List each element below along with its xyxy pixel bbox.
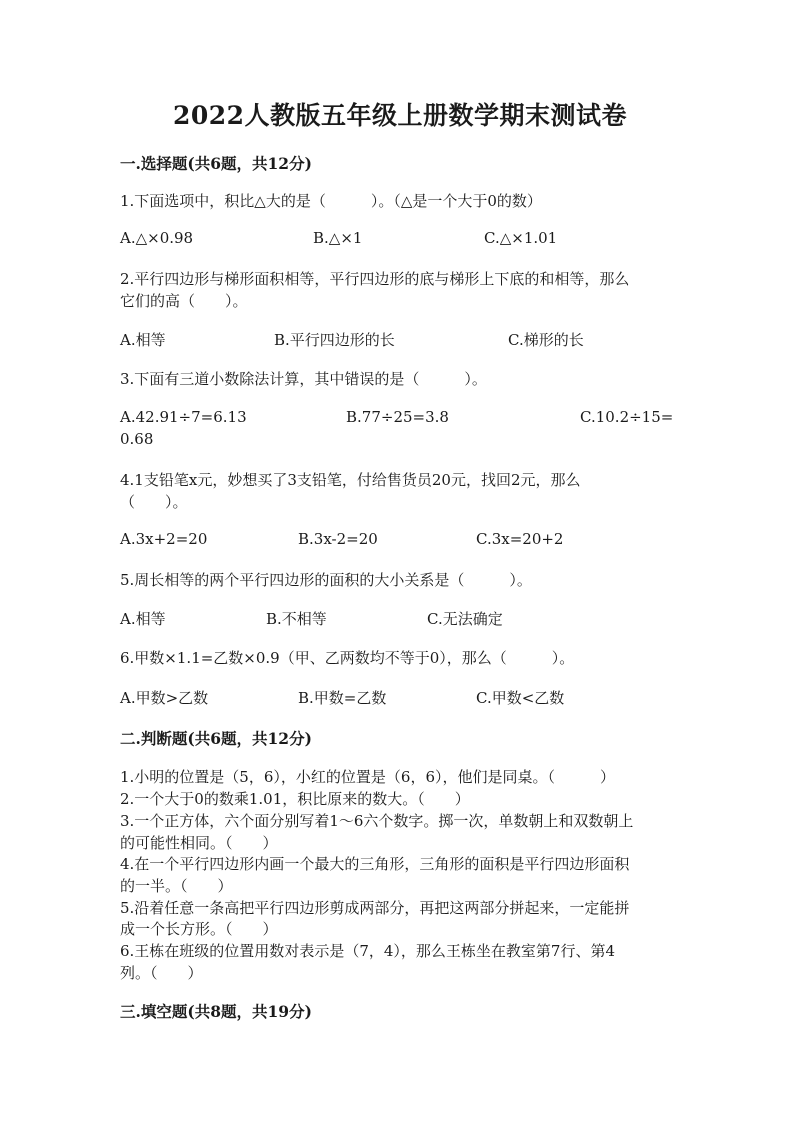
option-a: A.相等: [120, 610, 166, 628]
section-heading-choice: 一.选择题(共6题，共12分): [120, 154, 312, 173]
question-text-cont: （ ）。: [120, 493, 188, 511]
option-c: C.无法确定: [427, 610, 503, 628]
section-heading-judgment: 二.判断题(共6题，共12分): [120, 729, 312, 748]
question-text: 3.下面有三道小数除法计算，其中错误的是（ ）。: [120, 370, 487, 388]
option-a: A.△×0.98: [120, 229, 194, 247]
judgment-line: 列。（ ）: [120, 964, 203, 982]
option-c: C.甲数<乙数: [476, 689, 565, 707]
judgment-line: 1.小明的位置是（5，6），小红的位置是（6，6），他们是同桌。（ ）: [120, 768, 615, 786]
option-c: C.梯形的长: [508, 331, 584, 349]
option-c: C.3x=20+2: [476, 530, 564, 548]
judgment-line: 5.沿着任意一条高把平行四边形剪成两部分，再把这两部分拼起来，一定能拼: [120, 899, 630, 917]
option-a: A.相等: [120, 331, 166, 349]
option-b: B.△×1: [313, 229, 363, 247]
option-b: B.77÷25=3.8: [346, 408, 449, 426]
judgment-line: 的可能性相同。（ ）: [120, 834, 278, 852]
judgment-line: 2.一个大于0的数乘1.01，积比原来的数大。（ ）: [120, 790, 470, 808]
question-text: 6.甲数×1.1=乙数×0.9（甲、乙两数均不等于0），那么（ ）。: [120, 649, 575, 667]
option-a: A.3x+2=20: [120, 530, 208, 548]
question-text: 5.周长相等的两个平行四边形的面积的大小关系是（ ）。: [120, 571, 532, 589]
judgment-line: 4.在一个平行四边形内画一个最大的三角形，三角形的面积是平行四边形面积: [120, 855, 630, 873]
judgment-line: 成一个长方形。（ ）: [120, 920, 278, 938]
judgment-line: 3.一个正方体，六个面分别写着1～6六个数字。掷一次，单数朝上和双数朝上: [120, 812, 634, 830]
option-a: A.甲数>乙数: [120, 689, 209, 707]
question-text-cont: 它们的高（ ）。: [120, 292, 248, 310]
option-b: B.不相等: [266, 610, 327, 628]
question-text: 2.平行四边形与梯形面积相等，平行四边形的底与梯形上下底的和相等，那么: [120, 270, 630, 288]
question-text: 1.下面选项中，积比△大的是（ ）。（△是一个大于0的数）: [120, 192, 542, 210]
section-heading-fill: 三.填空题(共8题，共19分): [120, 1002, 312, 1021]
option-b: B.平行四边形的长: [274, 331, 395, 349]
option-b: B.甲数=乙数: [298, 689, 387, 707]
judgment-line: 的一半。（ ）: [120, 877, 233, 895]
option-b: B.3x-2=20: [298, 530, 378, 548]
option-c-cont: 0.68: [120, 430, 154, 448]
page-title: 2022人教版五年级上册数学期末测试卷: [172, 101, 628, 130]
option-c: C.△×1.01: [484, 229, 558, 247]
judgment-line: 6.王栋在班级的位置用数对表示是（7，4），那么王栋坐在教室第7行、第4: [120, 942, 615, 960]
option-a: A.42.91÷7=6.13: [120, 408, 247, 426]
question-text: 4.1支铅笔x元，妙想买了3支铅笔，付给售货员20元，找回2元，那么: [120, 471, 581, 489]
option-c: C.10.2÷15=: [580, 408, 674, 426]
